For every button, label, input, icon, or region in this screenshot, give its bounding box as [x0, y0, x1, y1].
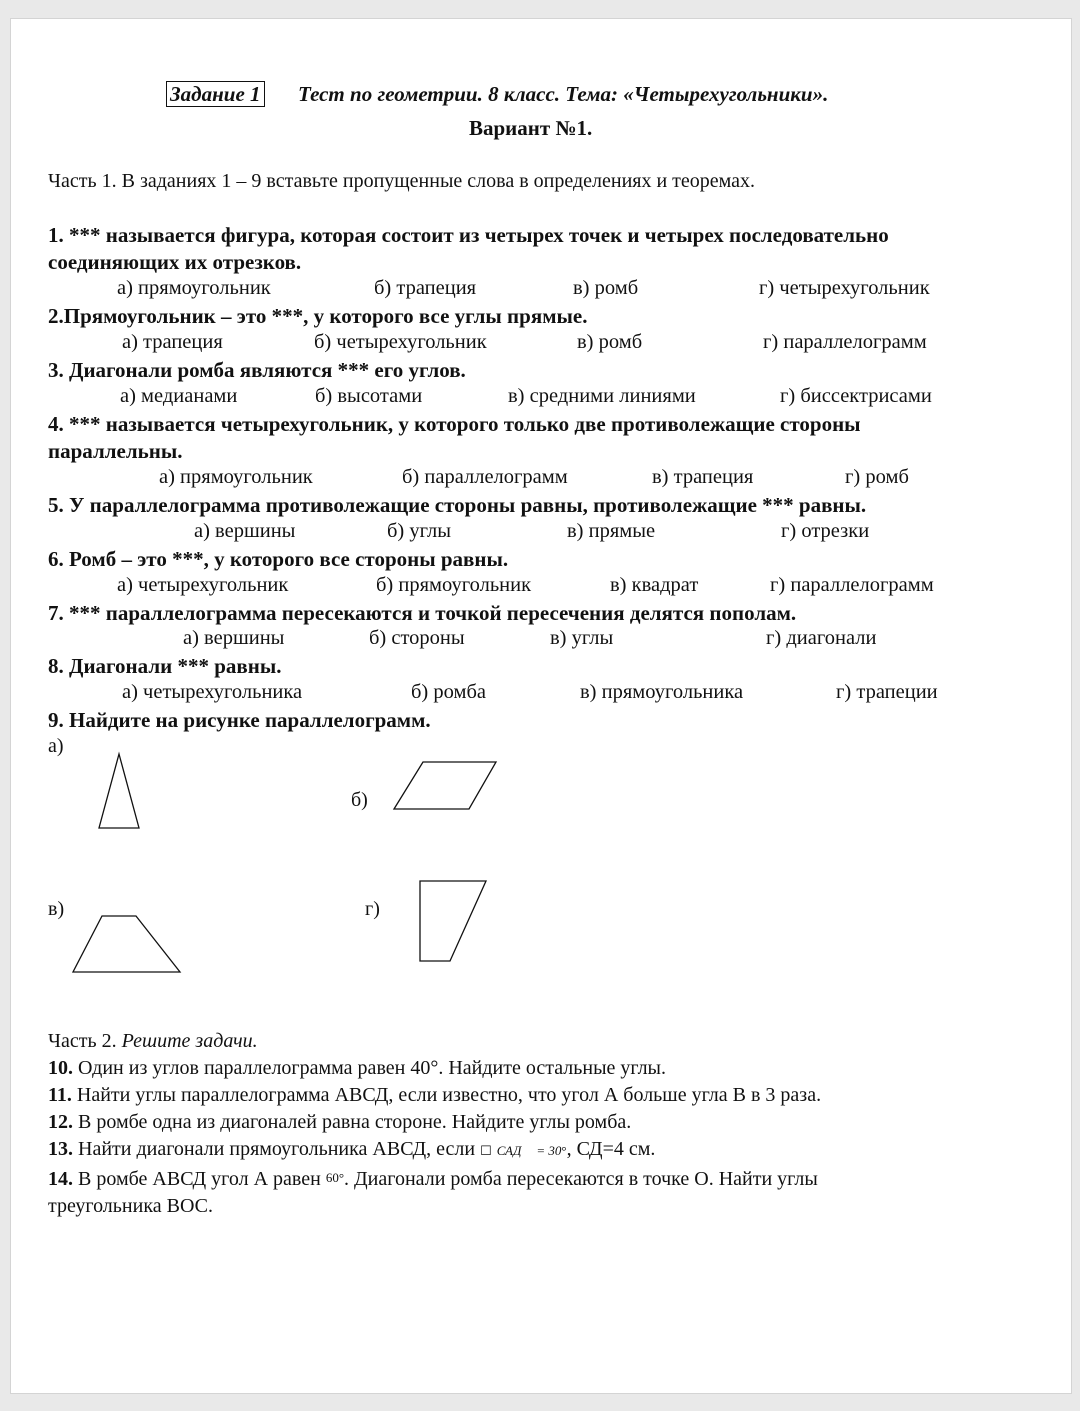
problem-10-number: 10. — [48, 1057, 73, 1079]
problem-14-angle-value: 60° — [325, 1170, 345, 1185]
question-6: 6. Ромб – это ***, у которого все стороны равны. — [48, 547, 509, 571]
right-trapezoid-shape — [420, 881, 486, 961]
q7-option-d: г) диагонали — [766, 627, 877, 649]
q2-option-d: г) параллелограмм — [763, 331, 927, 353]
problem-13-angle-name: САД — [496, 1143, 522, 1158]
part1-intro: Часть 1. В заданиях 1 – 9 вставьте пропущенные слова в определениях и теоремах. — [48, 170, 756, 192]
q1-option-b: б) трапеция — [374, 277, 477, 299]
test-title: Тест по геометрии. 8 класс. Тема: «Четырехугольники». — [298, 82, 829, 106]
task-label — [166, 82, 265, 107]
q5-option-c: в) прямые — [567, 520, 656, 542]
figure-label-a: а) — [48, 735, 64, 757]
problem-13-number: 13. — [48, 1138, 73, 1160]
q7-option-c: в) углы — [550, 627, 614, 649]
q8-option-d: г) трапеции — [836, 681, 938, 703]
q3-option-b: б) высотами — [315, 385, 423, 407]
q1-option-a: а) прямоугольник — [117, 277, 271, 299]
triangle-icon — [91, 749, 161, 834]
parallelogram-shape — [394, 762, 496, 809]
q8-option-b: б) ромба — [411, 681, 486, 703]
q5-option-d: г) отрезки — [781, 520, 870, 542]
q4-option-c: в) трапеция — [652, 466, 754, 488]
problem-11-text: Найти углы параллелограмма АВСД, если известно, что угол А больше угла В в 3 раза. — [76, 1084, 822, 1106]
problem-11 — [48, 1084, 821, 1107]
problem-14-text: В ромбе АВСД угол А равен — [78, 1168, 326, 1190]
problem-11-number: 11. — [48, 1084, 72, 1106]
question-9: 9. Найдите на рисунке параллелограмм. — [48, 708, 431, 732]
problem-13 — [48, 1138, 655, 1161]
problem-14 — [48, 1168, 818, 1191]
q3-option-c: в) средними линиями — [508, 385, 696, 407]
question-3: 3. Диагонали ромба являются *** его углов. — [48, 358, 466, 382]
problem-13-angle-value: = 30 — [536, 1143, 562, 1158]
q6-option-d: г) параллелограмм — [770, 574, 934, 596]
question-1-line1: 1. *** называется фигура, которая состоит из четырех точек и четырех последовательно — [48, 223, 889, 247]
q6-option-b: б) прямоугольник — [376, 574, 532, 596]
q1-option-c: в) ромб — [573, 277, 639, 299]
problem-12-text: В ромбе одна из диагоналей равна стороне. Найдите углы ромба. — [78, 1111, 632, 1133]
part2-intro-italic: Решите задачи. — [121, 1030, 258, 1052]
problem-14-line2: треугольника ВОС. — [48, 1195, 213, 1217]
q8-option-a: а) четырехугольника — [122, 681, 303, 703]
trapezoid-shape — [73, 916, 180, 972]
figure-label-b: б) — [351, 789, 368, 811]
q6-option-c: в) квадрат — [610, 574, 699, 596]
q4-option-d: г) ромб — [845, 466, 909, 488]
problem-12-number: 12. — [48, 1111, 73, 1133]
q3-option-d: г) биссектрисами — [780, 385, 932, 407]
q2-option-b: б) четырехугольник — [314, 331, 487, 353]
question-2: 2.Прямоугольник – это ***, у которого все углы прямые. — [48, 304, 588, 328]
problem-14-text-end: . Диагонали ромба пересекаются в точке О. Найти углы — [344, 1168, 818, 1190]
triangle-shape — [99, 754, 139, 828]
document-page — [10, 18, 1072, 1394]
q4-option-a: а) прямоугольник — [159, 466, 313, 488]
problem-14-number: 14. — [48, 1168, 73, 1190]
q2-option-c: в) ромб — [577, 331, 643, 353]
trapezoid-icon — [69, 909, 199, 979]
figure-label-c: в) — [48, 898, 65, 920]
question-4-line2: параллельны. — [48, 439, 183, 463]
question-8: 8. Диагонали *** равны. — [48, 654, 282, 678]
question-1-line2: соединяющих их отрезков. — [48, 250, 302, 274]
problem-13-text: Найти диагонали прямоугольника АВСД, если — [78, 1138, 481, 1160]
q7-option-a: а) вершины — [183, 627, 285, 649]
q7-option-b: б) стороны — [369, 627, 465, 649]
q1-option-d: г) четырехугольник — [759, 277, 930, 299]
q3-option-a: а) медианами — [120, 385, 238, 407]
question-5: 5. У параллелограмма противолежащие стороны равны, противолежащие *** равны. — [48, 493, 867, 517]
figure-label-d: г) — [365, 898, 380, 920]
problem-13-text-end: , СД=4 см. — [566, 1138, 656, 1160]
q5-option-a: а) вершины — [194, 520, 296, 542]
q6-option-a: а) четырехугольник — [117, 574, 289, 596]
problem-12 — [48, 1111, 631, 1134]
part2-intro-label: Часть 2. — [48, 1030, 122, 1052]
q8-option-c: в) прямоугольника — [580, 681, 744, 703]
q2-option-a: а) трапеция — [122, 331, 223, 353]
variant-title: Вариант №1. — [469, 116, 593, 140]
q5-option-b: б) углы — [387, 520, 452, 542]
q4-option-b: б) параллелограмм — [402, 466, 568, 488]
problem-13-degree: ° — [561, 1143, 567, 1158]
question-7: 7. *** параллелограмма пересекаются и точкой пересечения делятся пополам. — [48, 601, 797, 625]
angle-symbol-icon: ☐ — [480, 1143, 492, 1158]
question-4-line1: 4. *** называется четырехугольник, у которого только две противолежащие стороны — [48, 412, 861, 436]
problem-10 — [48, 1057, 666, 1080]
right-trapezoid-icon — [411, 874, 496, 969]
part2-intro — [48, 1030, 258, 1053]
parallelogram-icon — [386, 754, 506, 814]
problem-10-text: Один из углов параллелограмма равен 40°. Найдите остальные углы. — [73, 1057, 666, 1079]
task-label-box: Задание 1 — [166, 81, 265, 107]
